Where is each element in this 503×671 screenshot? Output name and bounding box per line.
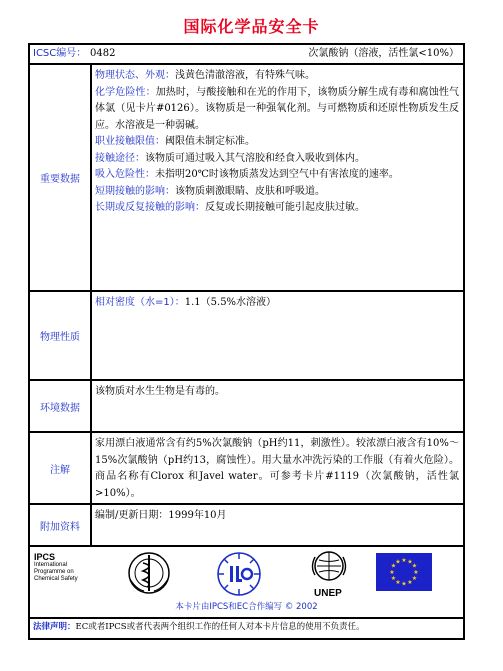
chemical-name: 次氯酸钠（溶液，活性氯<10%） bbox=[308, 48, 459, 59]
cooperation-note: 本卡片由IPCS和EC合作编写 © 2002 bbox=[175, 602, 318, 612]
section-label-important: 重要数据 bbox=[30, 65, 92, 290]
svg-text:★: ★ bbox=[407, 558, 413, 566]
section-physical bbox=[30, 292, 463, 381]
section-body-environment: 该物质对水生生物是有毒的。 bbox=[95, 386, 225, 397]
id-row bbox=[30, 45, 463, 65]
item-short-term-effects: 短期接触的影响：该物质刺激眼睛、皮肤和呼吸道。 bbox=[95, 185, 325, 197]
logo-strip bbox=[30, 547, 463, 619]
ipcs-logo-text: IPCS International Programme on Chemical Safety bbox=[34, 552, 78, 582]
unep-label: UNEP bbox=[314, 588, 342, 599]
svg-text:★: ★ bbox=[407, 579, 413, 586]
relative-density-key: 相对密度（水=1）： bbox=[95, 297, 185, 308]
item-exposure-limit: 职业接触限值：阈限值未制定标准。 bbox=[95, 136, 255, 147]
item-inhalation-risk: 吸入危险性：未指明20℃时该物质蒸发达到空气中有害浓度的速率。 bbox=[95, 169, 399, 180]
item-long-term-effects: 长期或反复接触的影响：反复或长期接触可能引起皮肤过敏。 bbox=[95, 202, 365, 213]
unep-emblem-icon bbox=[306, 549, 352, 589]
card-title: 国际化学品安全卡 bbox=[183, 17, 320, 36]
ilo-emblem-icon bbox=[216, 551, 262, 597]
section-additional bbox=[30, 505, 463, 547]
section-environment bbox=[30, 381, 463, 433]
svg-text:★: ★ bbox=[401, 580, 407, 588]
section-body-physical bbox=[92, 292, 463, 379]
svg-text:★: ★ bbox=[390, 562, 397, 570]
eu-flag-icon bbox=[376, 553, 432, 591]
section-body-notes: 家用漂白液通常含有约5%次氯酸钠（pH约11，刺激性）。较浓漂白液含有10%～15%次氯酸钠（pH约13，腐蚀性）。用大量水冲洗污染的工作服（有着火危险）。商品名称有Clorox 和Javel water。可参考卡片#1119（次氯酸钠，活性氯>10%）。 bbox=[95, 438, 459, 499]
svg-text:★: ★ bbox=[395, 579, 401, 586]
svg-text:★: ★ bbox=[389, 569, 395, 576]
item-physical-state: 物理状态、外观：浅黄色清澈溶液，有特殊气味。 bbox=[95, 70, 315, 81]
svg-text:★: ★ bbox=[390, 575, 397, 582]
item-exposure-route: 接触途径：该物质可通过吸入其气溶胶和经食入吸收到体内。 bbox=[95, 152, 365, 164]
section-label-physical: 物理性质 bbox=[30, 292, 92, 379]
section-body-additional: 编制/更新日期：1999年10月 bbox=[95, 510, 227, 521]
section-label-notes: 注解 bbox=[30, 433, 92, 503]
safety-card bbox=[28, 43, 465, 640]
svg-text:★: ★ bbox=[411, 562, 418, 570]
id-number: 0482 bbox=[90, 48, 116, 59]
section-notes bbox=[30, 433, 463, 505]
legal-disclaimer: 法律声明：EC或者IPCS或者代表两个组织工作的任何人对本卡片信息的使用不负责任。 bbox=[33, 622, 365, 632]
item-chemical-danger: 化学危险性：加热时，与酸接触和在光的作用下，该物质分解生成有毒和腐蚀性气体氯（见卡片#0126）。该物质是一种强氧化剂。与可燃物质和还原性物质发生反应。水溶液是一种弱碱。 bbox=[95, 86, 460, 131]
relative-density-value: 1.1（5.5%水溶液） bbox=[184, 297, 277, 308]
svg-text:★: ★ bbox=[411, 575, 418, 582]
section-important bbox=[30, 65, 463, 292]
section-label-additional: 附加资料 bbox=[30, 505, 92, 545]
svg-text:★: ★ bbox=[401, 557, 407, 564]
svg-text:★: ★ bbox=[395, 558, 401, 566]
who-emblem-icon bbox=[126, 551, 172, 595]
section-body-important bbox=[92, 65, 463, 290]
id-label: ICSC编号： bbox=[33, 48, 87, 59]
section-label-environment: 环境数据 bbox=[30, 381, 92, 431]
svg-text:★: ★ bbox=[413, 569, 419, 576]
